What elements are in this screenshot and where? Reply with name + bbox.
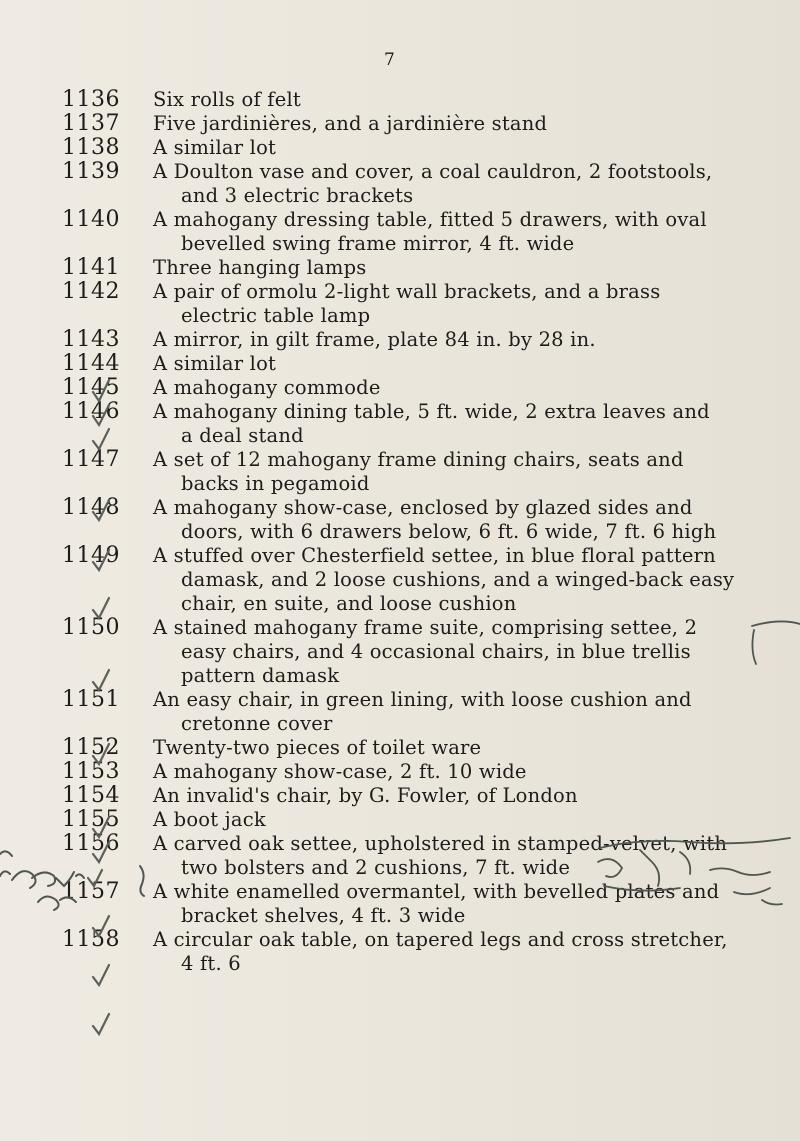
lot-entry bbox=[60, 784, 790, 808]
lot-description bbox=[153, 400, 758, 448]
description-line: A white enamelled overmantel, with bevelled plates and bbox=[153, 880, 720, 903]
lot-entry bbox=[60, 376, 790, 400]
description-line: a deal stand bbox=[181, 424, 304, 447]
description-line: A set of 12 mahogany frame dining chairs, seats and bbox=[153, 448, 684, 471]
lot-entry bbox=[60, 808, 790, 832]
lot-entry bbox=[60, 496, 790, 544]
lot-number: 1138 bbox=[62, 135, 120, 160]
description-line: A mahogany commode bbox=[153, 376, 381, 399]
lot-description bbox=[153, 448, 758, 496]
lot-number: 1147 bbox=[62, 447, 120, 472]
description-line: easy chairs, and 4 occasional chairs, in blue trellis bbox=[181, 640, 691, 663]
lot-number: 1150 bbox=[62, 615, 120, 640]
description-line: A similar lot bbox=[153, 352, 277, 375]
description-line: A Doulton vase and cover, a coal cauldron, 2 footstools, bbox=[153, 160, 713, 183]
lot-description bbox=[153, 352, 758, 376]
description-line: Twenty-two pieces of toilet ware bbox=[153, 736, 482, 759]
lot-number: 1143 bbox=[62, 327, 120, 352]
lot-description bbox=[153, 112, 758, 136]
lot-description bbox=[153, 736, 758, 760]
lot-number: 1145 bbox=[62, 375, 120, 400]
lot-number: 1144 bbox=[62, 351, 120, 376]
lot-number: 1151 bbox=[62, 687, 120, 712]
description-line: Three hanging lamps bbox=[153, 256, 367, 279]
lot-number: 1146 bbox=[62, 399, 120, 424]
lot-description bbox=[153, 208, 758, 256]
lot-number: 1155 bbox=[62, 807, 120, 832]
lot-description bbox=[153, 760, 758, 784]
lot-number: 1141 bbox=[62, 255, 120, 280]
description-line: A boot jack bbox=[153, 808, 266, 831]
lot-description bbox=[153, 256, 758, 280]
description-line: backs in pegamoid bbox=[181, 472, 370, 495]
lot-number: 1152 bbox=[62, 735, 120, 760]
lot-description bbox=[153, 136, 758, 160]
description-line: doors, with 6 drawers below, 6 ft. 6 wide, 7 ft. 6 high bbox=[181, 520, 717, 543]
lot-entry bbox=[60, 928, 790, 976]
lot-entry bbox=[60, 544, 790, 616]
lot-number: 1158 bbox=[62, 927, 120, 952]
description-line: 4 ft. 6 bbox=[181, 952, 241, 975]
lot-description bbox=[153, 832, 758, 880]
lot-number: 1137 bbox=[62, 111, 120, 136]
lot-entry bbox=[60, 760, 790, 784]
lot-description bbox=[153, 784, 758, 808]
description-line: two bolsters and 2 cushions, 7 ft. wide bbox=[181, 856, 571, 879]
lot-description bbox=[153, 928, 758, 976]
lot-entry bbox=[60, 160, 790, 208]
description-line: chair, en suite, and loose cushion bbox=[181, 592, 517, 615]
lot-number: 1139 bbox=[62, 159, 120, 184]
lot-description bbox=[153, 328, 758, 352]
lot-description bbox=[153, 280, 758, 328]
lot-number: 1156 bbox=[62, 831, 120, 856]
description-line: Six rolls of felt bbox=[153, 88, 301, 111]
lot-entry bbox=[60, 280, 790, 328]
description-line: A mahogany dressing table, fitted 5 drawers, with oval bbox=[153, 208, 707, 231]
lot-entry bbox=[60, 136, 790, 160]
description-line: A pair of ormolu 2-light wall brackets, and a brass bbox=[153, 280, 661, 303]
description-line: damask, and 2 loose cushions, and a winged-back easy bbox=[181, 568, 735, 591]
lot-list bbox=[60, 88, 790, 976]
description-line: A mirror, in gilt frame, plate 84 in. by 28 in. bbox=[153, 328, 596, 351]
description-line: A similar lot bbox=[153, 136, 277, 159]
description-line: Five jardinières, and a jardinière stand bbox=[153, 112, 548, 135]
description-line: A mahogany show-case, enclosed by glazed sides and bbox=[153, 496, 693, 519]
lot-number: 1154 bbox=[62, 783, 120, 808]
lot-number: 1148 bbox=[62, 495, 120, 520]
lot-entry bbox=[60, 328, 790, 352]
lot-description bbox=[153, 496, 758, 544]
description-line: A carved oak settee, upholstered in stamped-velvet, with bbox=[153, 832, 728, 855]
description-line: pattern damask bbox=[181, 664, 340, 687]
lot-entry bbox=[60, 352, 790, 376]
lot-description bbox=[153, 616, 758, 688]
lot-entry bbox=[60, 88, 790, 112]
description-line: A mahogany show-case, 2 ft. 10 wide bbox=[153, 760, 527, 783]
description-line: An easy chair, in green lining, with loose cushion and bbox=[153, 688, 692, 711]
lot-number: 1153 bbox=[62, 759, 120, 784]
lot-description bbox=[153, 376, 758, 400]
lot-description bbox=[153, 808, 758, 832]
description-line: bevelled swing frame mirror, 4 ft. wide bbox=[181, 232, 575, 255]
lot-entry bbox=[60, 736, 790, 760]
lot-description bbox=[153, 160, 758, 208]
description-line: A stuffed over Chesterfield settee, in blue floral pattern bbox=[153, 544, 716, 567]
description-line: A mahogany dining table, 5 ft. wide, 2 extra leaves and bbox=[153, 400, 710, 423]
lot-entry bbox=[60, 208, 790, 256]
lot-entry bbox=[60, 832, 790, 880]
lot-entry bbox=[60, 688, 790, 736]
description-line: An invalid's chair, by G. Fowler, of London bbox=[153, 784, 578, 807]
description-line: cretonne cover bbox=[181, 712, 333, 735]
lot-description bbox=[153, 880, 758, 928]
lot-entry bbox=[60, 448, 790, 496]
lot-entry bbox=[60, 400, 790, 448]
description-line: bracket shelves, 4 ft. 3 wide bbox=[181, 904, 466, 927]
description-line: and 3 electric brackets bbox=[181, 184, 414, 207]
lot-number: 1136 bbox=[62, 87, 120, 112]
lot-entry bbox=[60, 616, 790, 688]
lot-description bbox=[153, 88, 758, 112]
lot-number: 1142 bbox=[62, 279, 120, 304]
lot-number: 1140 bbox=[62, 207, 120, 232]
lot-entry bbox=[60, 880, 790, 928]
description-line: A circular oak table, on tapered legs and cross stretcher, bbox=[153, 928, 728, 951]
description-line: electric table lamp bbox=[181, 304, 371, 327]
lot-description bbox=[153, 688, 758, 736]
lot-description bbox=[153, 544, 758, 616]
lot-number: 1149 bbox=[62, 543, 120, 568]
lot-entry bbox=[60, 112, 790, 136]
lot-entry bbox=[60, 256, 790, 280]
tick-mark bbox=[93, 1014, 109, 1034]
description-line: A stained mahogany frame suite, comprising settee, 2 bbox=[153, 616, 698, 639]
page-number: 7 bbox=[384, 50, 395, 70]
lot-number: 1157 bbox=[62, 879, 120, 904]
